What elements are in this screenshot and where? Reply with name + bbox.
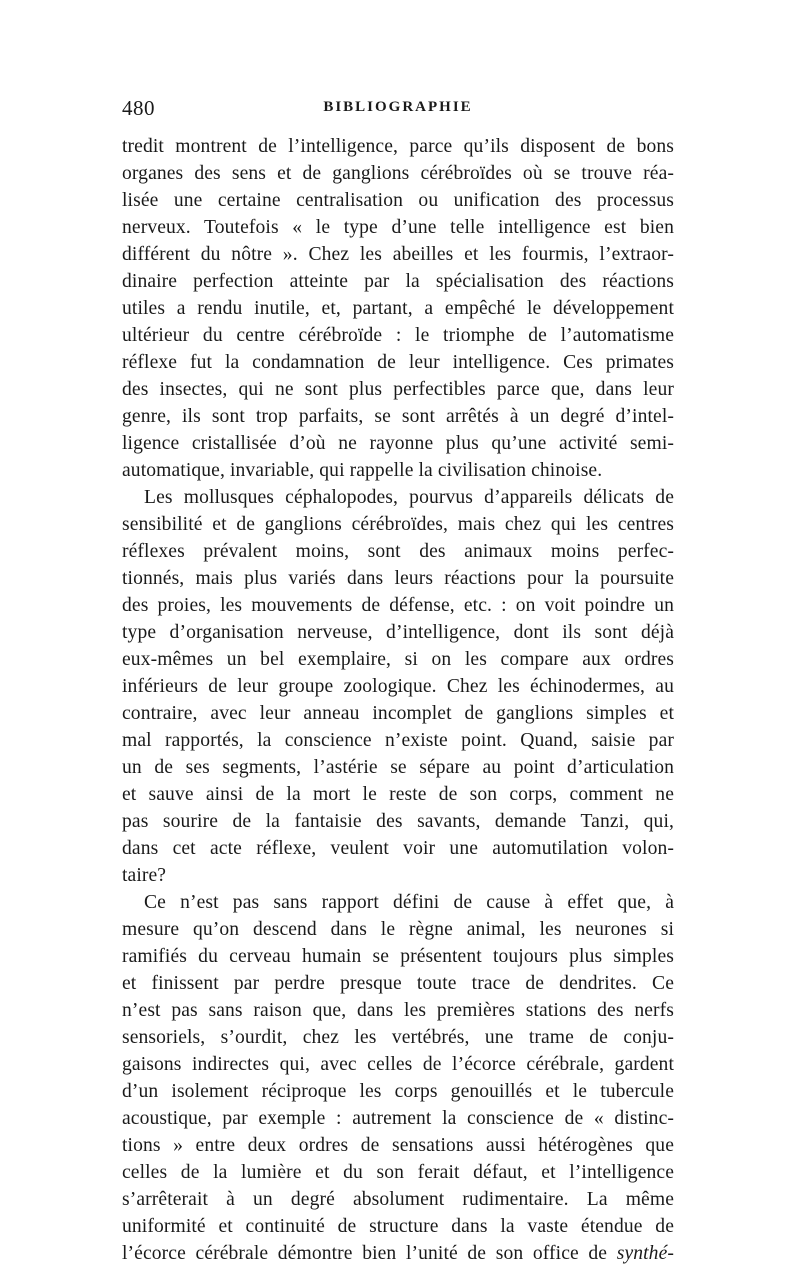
text-line: Les mollusques céphalopodes, pourvus d’appareils délicats de (144, 487, 674, 508)
page-number: 480 (122, 96, 155, 120)
text-line: tionnés, mais plus variés dans leurs réactions pour la poursuite (122, 568, 674, 589)
text-line-body: l’écorce cérébrale démontre bien l’unité de son office de (122, 1243, 608, 1264)
text-line: ligence cristallisée d’où ne rayonne plus qu’une activité semi- (122, 433, 674, 454)
text-line: nerveux. Toutefois « le type d’une telle intelligence est bien (122, 217, 674, 238)
text-line: lisée une certaine centralisation ou unification des processus (122, 190, 674, 211)
text-line: réflexes prévalent moins, sont des animaux moins perfec- (122, 541, 674, 562)
text-line: des proies, les mouvements de défense, etc. : on voit poindre un (122, 595, 674, 616)
text-line: utiles a rendu inutile, et, partant, a empêché le développement (122, 298, 674, 319)
text-line: dinaire perfection atteinte par la spécialisation des réactions (122, 271, 674, 292)
text-line: organes des sens et de ganglions cérébroïdes où se trouve réa- (122, 163, 674, 184)
text-line: un de ses segments, l’astérie se sépare au point d’articulation (122, 757, 674, 778)
text-line: pas sourire de la fantaisie des savants, demande Tanzi, qui, (122, 811, 674, 832)
text-line: Ce n’est pas sans rapport défini de cause à effet que, à (144, 892, 674, 913)
text-line: taire? (122, 865, 167, 886)
text-line: mal rapportés, la conscience n’existe point. Quand, saisie par (122, 730, 674, 751)
text-line: tions » entre deux ordres de sensations aussi hétérogènes que (122, 1135, 674, 1156)
text-line: celles de la lumière et du son ferait défaut, et l’intelligence (122, 1162, 674, 1183)
text-line: ultérieur du centre cérébroïde : le triomphe de l’automatisme (122, 325, 674, 346)
text-line: mesure qu’on descend dans le règne animal, les neurones si (122, 919, 674, 940)
text-line: ramifiés du cerveau humain se présentent toujours plus simples (122, 946, 674, 967)
text-line: inférieurs de leur groupe zoologique. Chez les échinodermes, au (122, 676, 674, 697)
text-line (122, 1240, 674, 1267)
text-line: sensibilité et de ganglions cérébroïdes, mais chez qui les centres (122, 514, 674, 535)
text-line: s’arrêterait à un degré absolument rudimentaire. La même (122, 1189, 674, 1210)
running-title: BIBLIOGRAPHIE (323, 99, 473, 115)
text-line: réflexe fut la condamnation de leur intelligence. Ces primates (122, 352, 674, 373)
text-line: eux-mêmes un bel exemplaire, si on les compare aux ordres (122, 649, 674, 670)
text-line: d’un isolement réciproque les corps genouillés et le tubercule (122, 1081, 674, 1102)
body-text (122, 133, 674, 1267)
italic-word: synthé- (616, 1243, 674, 1264)
text-line: acoustique, par exemple : autrement la conscience de « distinc- (122, 1108, 674, 1129)
running-head (122, 96, 674, 124)
text-line: dans cet acte réflexe, veulent voir une automutilation volon- (122, 838, 674, 859)
text-line: et sauve ainsi de la mort le reste de son corps, comment ne (122, 784, 674, 805)
text-line: genre, ils sont trop parfaits, se sont arrêtés à un degré d’intel- (122, 406, 674, 427)
text-line: n’est pas sans raison que, dans les premières stations des nerfs (122, 1000, 674, 1021)
text-line: contraire, avec leur anneau incomplet de ganglions simples et (122, 703, 674, 724)
text-line: sensoriels, s’ourdit, chez les vertébrés, une trame de conju- (122, 1027, 674, 1048)
text-line: automatique, invariable, qui rappelle la civilisation chinoise. (122, 460, 603, 481)
text-line: des insectes, qui ne sont plus perfectibles parce que, dans leur (122, 379, 674, 400)
text-line: type d’organisation nerveuse, d’intelligence, dont ils sont déjà (122, 622, 674, 643)
text-line: différent du nôtre ». Chez les abeilles et les fourmis, l’extraor- (122, 244, 674, 265)
text-line: gaisons indirectes qui, avec celles de l’écorce cérébrale, gardent (122, 1054, 674, 1075)
text-line: tredit montrent de l’intelligence, parce qu’ils disposent de bons (122, 136, 674, 157)
text-line: et finissent par perdre presque toute trace de dendrites. Ce (122, 973, 674, 994)
text-line: uniformité et continuité de structure dans la vaste étendue de (122, 1216, 674, 1237)
